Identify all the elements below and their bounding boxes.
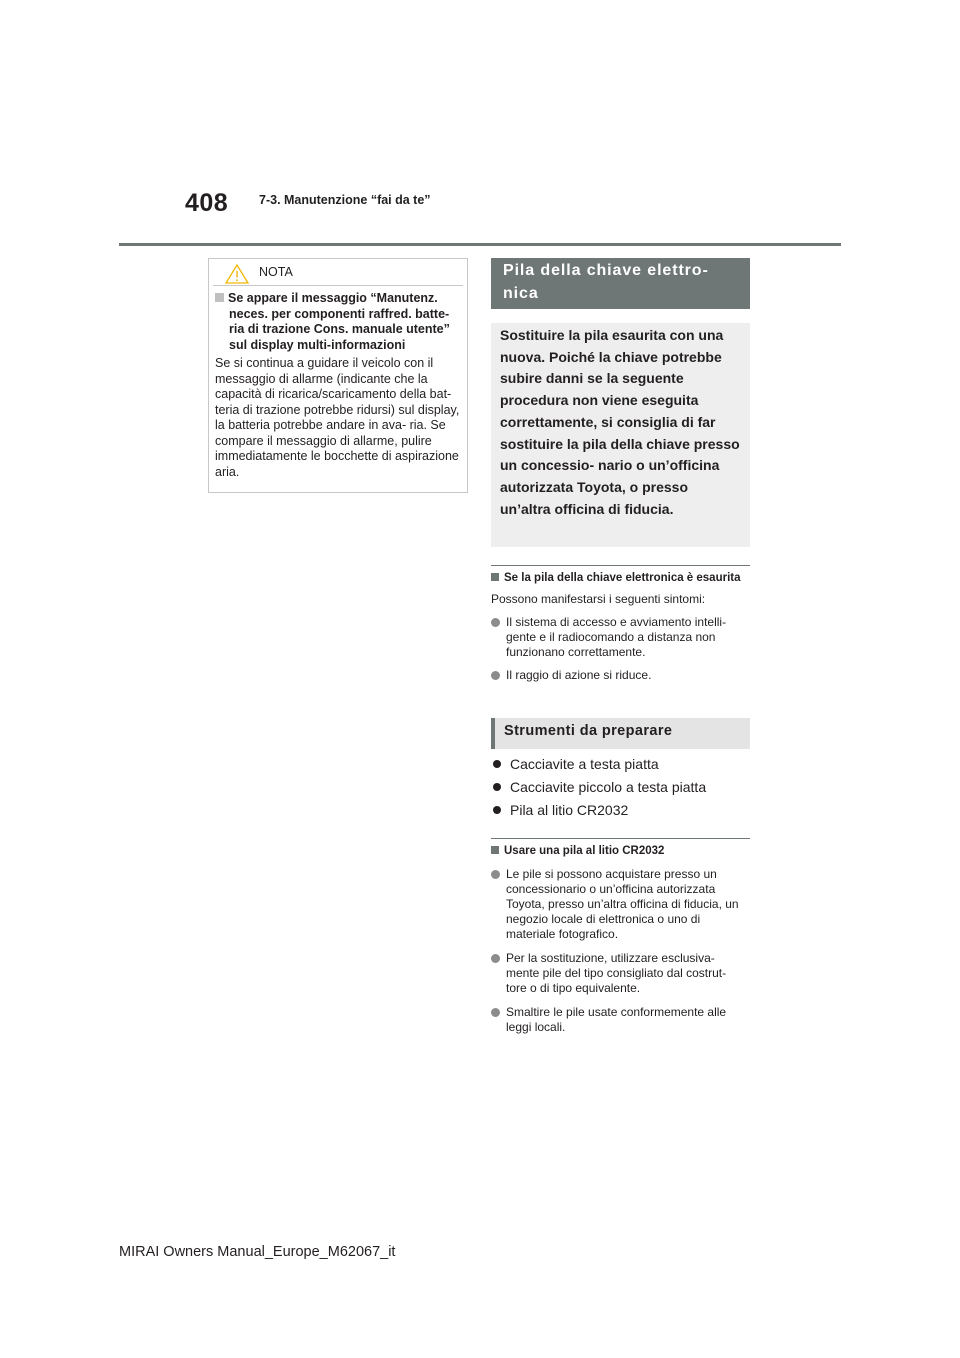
lithium-bullet-text: Smaltire le pile usate conformemente alle leggi locali. (506, 1005, 727, 1034)
page-number: 408 (185, 189, 229, 217)
tools-item-text: Pila al litio CR2032 (510, 802, 629, 818)
depleted-section (491, 571, 750, 683)
lithium-heading (491, 844, 750, 858)
bullet-dot-icon (493, 806, 501, 814)
round-bullet-icon (491, 1008, 500, 1017)
depleted-bullet-text: Il raggio di azione si riduce. (506, 668, 652, 682)
depleted-bullet (491, 615, 750, 660)
battery-intro: Sostituire la pila esaurita con una nuova. Poiché la chiave potrebbe subire danni se la seguente procedura non viene eseguita correttamente, si consiglia di far sostituire la pila della chiave presso un concessio- nario o un’officina autorizzata Toyota, o presso un’altra officina di fiducia. (491, 323, 750, 547)
bullet-dot-icon (493, 783, 501, 791)
footer-text: MIRAI Owners Manual_Europe_M62067_it (119, 1244, 396, 1260)
header-rule (119, 243, 841, 246)
note-label: NOTA (259, 265, 293, 279)
divider-depleted (491, 565, 750, 566)
square-bullet-icon (215, 293, 224, 302)
depleted-heading-text: Se la pila della chiave elettronica è esaurita (504, 572, 741, 584)
note-box (208, 258, 468, 493)
battery-title-banner: Pila della chiave elettro- nica (491, 258, 750, 309)
note-text: Se si continua a guidare il veicolo con il messaggio di allarme (indicante che la capacità di ricarica/scaricamento della bat- teria di trazione potrebbe ridursi) sul display, la batteria potrebbe andare in ava- ria. Se compare il messaggio di allarme, pulire immediatamente le bocchette di aspirazione aria. (215, 356, 460, 479)
note-header (209, 259, 467, 285)
square-bullet-icon (491, 846, 499, 854)
tools-item (491, 756, 750, 773)
lithium-bullet (491, 1005, 750, 1035)
round-bullet-icon (491, 618, 500, 627)
tools-list (491, 756, 750, 819)
tools-item-text: Cacciavite a testa piatta (510, 756, 659, 772)
round-bullet-icon (491, 671, 500, 680)
depleted-heading (491, 571, 750, 585)
lithium-bullet (491, 951, 750, 996)
bullet-dot-icon (493, 760, 501, 768)
tools-item (491, 802, 750, 819)
lithium-bullet-text: Le pile si possono acquistare presso un concessionario o un’officina autorizzata Toyota, presso un’altra officina di fiducia, un negozio locale di elettronica o uno di materiale fotografico. (506, 867, 739, 941)
depleted-text: Possono manifestarsi i seguenti sintomi: (491, 592, 706, 606)
note-heading (215, 291, 463, 353)
lithium-heading-text: Usare una pila al litio CR2032 (504, 845, 665, 857)
warning-icon (225, 264, 249, 284)
round-bullet-icon (491, 870, 500, 879)
lithium-section (491, 844, 750, 1035)
depleted-bullet (491, 668, 750, 683)
tools-item-text: Cacciavite piccolo a testa piatta (510, 779, 707, 795)
depleted-bullet-text: Il sistema di accesso e avviamento intelli- gente e il radiocomando a distanza non funzionano correttamente. (506, 615, 727, 659)
square-bullet-icon (491, 573, 499, 581)
divider-lithium (491, 838, 750, 839)
lithium-bullet (491, 867, 750, 942)
note-divider (213, 285, 463, 286)
tools-item (491, 779, 750, 796)
round-bullet-icon (491, 954, 500, 963)
lithium-bullet-text: Per la sostituzione, utilizzare esclusiva- mente pile del tipo consigliato dal costrut- tore o di tipo equivalente. (506, 951, 727, 995)
note-heading-text: Se appare il messaggio “Manutenz. neces. per componenti raffred. batte- ria di trazione Cons. manuale utente” sul display multi-informazioni (228, 291, 450, 352)
section-title: 7-3. Manutenzione “fai da te” (259, 193, 431, 207)
tools-title-banner: Strumenti da preparare (491, 718, 750, 749)
note-item (215, 291, 463, 480)
